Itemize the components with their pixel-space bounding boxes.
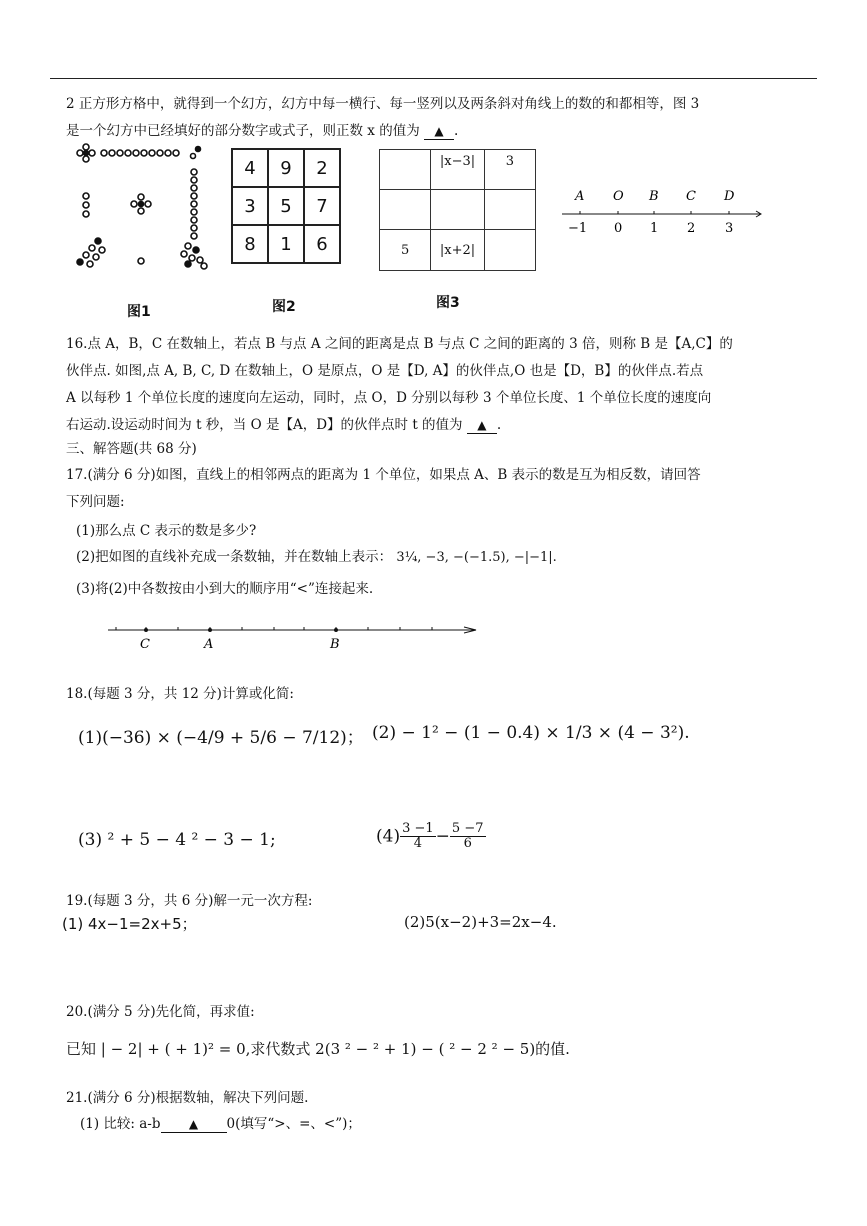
fig2-cell: 8: [232, 225, 268, 263]
q18-fraction-1: [400, 822, 436, 851]
triangle-marker: ▲: [434, 124, 444, 138]
fig2-cell: 7: [304, 187, 340, 225]
section-3-heading: 三、解答题(共 68 分): [66, 441, 197, 457]
fig3-cell: [431, 230, 485, 271]
nl-label-D: D: [724, 189, 735, 204]
q19-part-1: (1) 4x−1=2x+5；: [62, 915, 197, 933]
q16-line-3: A 以每秒 1 个单位长度的速度向左运动，同时，点 O，D 分别以每秒 3 个单位长度、1 个单位长度的速度向: [66, 390, 712, 406]
q18-title: 18.(每题 3 分，共 12 分)计算或化简:: [66, 686, 294, 702]
q18-part-3: (3) ² + 5 − 4 ² − 3 − 1;: [78, 830, 276, 850]
q17-sub-2-math: 3¼, −3, −(−1.5), −|−1|.: [396, 550, 557, 565]
figure-2-grid: [231, 148, 341, 264]
q17-sub-3: (3)将(2)中各数按由小到大的顺序用“<”连接起来.: [76, 581, 374, 597]
fig2-cell: 3: [232, 187, 268, 225]
figure-2-caption: 图2: [272, 299, 296, 315]
figure-1: [68, 140, 218, 275]
q18-part-1: (1)(−36) × (−4/9 + 5/6 − 7/12)；: [78, 728, 364, 748]
triangle-marker: ▲: [477, 418, 487, 432]
q17-label-A: A: [204, 637, 214, 652]
fig3-cell-abs-x-plus-2: |x+2|: [439, 242, 476, 258]
period: .: [454, 123, 459, 139]
q19-title: 19.(每题 3 分，共 6 分)解一元一次方程:: [66, 893, 313, 909]
intro-line-2-text: 是一个幻方中已经填好的部分数字或式子，则正数 x 的值为: [66, 123, 420, 139]
q21-sub-1-suffix: 0(填写“>、=、<”)；: [226, 1116, 361, 1132]
fig3-cell-abs-x-minus-3: |x−3|: [439, 154, 476, 169]
q16-line-4-text: 右运动.设运动时间为 t 秒，当 O 是【A，D】的伙伴点时 t 的值为: [66, 417, 463, 433]
nl-tick-0: 0: [614, 221, 623, 236]
q17-label-C: C: [140, 637, 150, 652]
q17-line-1: 17.(满分 6 分)如图，直线上的相邻两点的距离为 1 个单位，如果点 A、B 表示的数是互为相反数，请回答: [66, 467, 701, 483]
q18-fraction-2: [450, 822, 486, 851]
answer-blank-16[interactable]: [467, 417, 497, 434]
intro-line-2: [66, 119, 458, 140]
q21-sub-1: [80, 1112, 361, 1133]
q18-frac1-denominator: 4: [413, 836, 423, 851]
q16-line-2: 伙伴点. 如图,点 A, B, C, D 在数轴上，O 是原点，O 是【D, A】的伙伴点,O 也是【D，B】的伙伴点.若点: [66, 363, 704, 379]
q17-sub-1: (1)那么点 C 表示的数是多少?: [76, 523, 257, 539]
fig3-cell: [380, 230, 431, 271]
q18-frac1-numerator: 3 −1: [402, 821, 434, 836]
fig3-cell: [380, 150, 431, 190]
period: .: [496, 417, 502, 433]
numberline-figure: [560, 182, 770, 242]
nl-tick-2: 2: [687, 221, 696, 236]
fig2-cell: 9: [268, 149, 304, 187]
figure-3-caption: 图3: [436, 295, 460, 311]
figure-3-grid: [379, 149, 536, 271]
fig3-cell: [431, 190, 485, 230]
q20-title: 20.(满分 5 分)先化简，再求值:: [66, 1004, 255, 1020]
q16-line-1: 16.点 A，B，C 在数轴上，若点 B 与点 A 之间的距离是点 B 与点 C 之间的距离的 3 倍，则称 B 是【A,C】的: [66, 336, 733, 352]
q20-body: 已知 | − 2| + ( + 1)² = 0,求代数式 2(3 ² − ² + 1) − ( ² − 2 ² − 5)的值.: [66, 1040, 570, 1058]
answer-blank-15[interactable]: [424, 123, 454, 140]
q18-part-4: (4) $\frac{3 -1}{4}$ − $\frac{5 -7}{6}$: [376, 821, 484, 851]
nl-tick--1: −1: [568, 221, 588, 236]
fig3-cell-5: 5: [400, 242, 410, 258]
fig3-cell: [380, 190, 431, 230]
q18-part-4-prefix: (4): [376, 826, 401, 847]
fig3-cell: [484, 230, 535, 271]
nl-label-O: O: [613, 189, 624, 204]
fig3-cell-3: 3: [505, 154, 515, 169]
q18-frac2-numerator: 5 −7: [451, 821, 484, 836]
nl-tick-3: 3: [725, 221, 734, 236]
q17-line-2: 下列问题:: [66, 494, 125, 510]
q18-part-2: (2) − 1² − (1 − 0.4) × 1/3 × (4 − 3²).: [372, 723, 690, 743]
q16-line-4: [66, 413, 501, 434]
nl-label-B: B: [649, 189, 659, 204]
intro-line-1: 2 正方形方格中，就得到一个幻方，幻方中每一横行、每一竖列以及两条斜对角线上的数的和都相等，图 3: [66, 96, 700, 112]
fig2-cell: 2: [304, 149, 340, 187]
header-rule: [50, 78, 817, 79]
q17-label-B: B: [330, 637, 340, 652]
fig2-cell: 5: [268, 187, 304, 225]
fig3-cell: [484, 190, 535, 230]
q21-sub-1-text: (1) 比较: a-b: [80, 1116, 161, 1132]
q17-sub-2-text: (2)把如图的直线补充成一条数轴，并在数轴上表示：: [76, 549, 393, 565]
q21-title: 21.(满分 6 分)根据数轴，解决下列问题.: [66, 1090, 309, 1106]
nl-label-C: C: [686, 189, 696, 204]
nl-label-A: A: [575, 189, 585, 204]
fig2-cell: 4: [232, 149, 268, 187]
fig2-cell: 1: [268, 225, 304, 263]
answer-blank-21[interactable]: [161, 1116, 227, 1133]
q17-sub-2: [76, 545, 557, 565]
fig2-cell: 6: [304, 225, 340, 263]
triangle-marker: ▲: [188, 1117, 199, 1131]
fig3-cell: [484, 150, 535, 190]
q18-frac2-denominator: 6: [463, 836, 472, 851]
fig3-cell: [431, 150, 485, 190]
q19-part-2: (2)5(x−2)+3=2x−4.: [404, 913, 557, 931]
q17-line-figure: [106, 618, 486, 658]
figure-1-caption: 图1: [127, 304, 151, 320]
nl-tick-1: 1: [650, 221, 659, 236]
